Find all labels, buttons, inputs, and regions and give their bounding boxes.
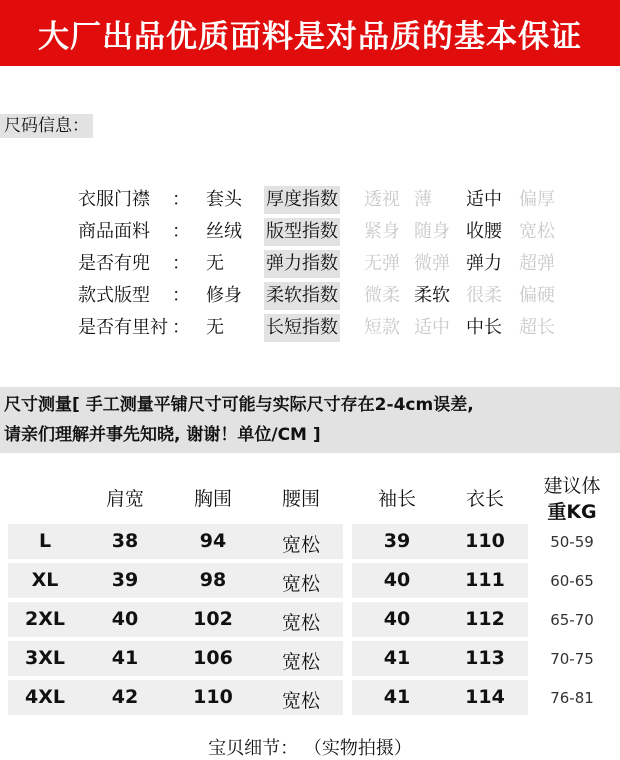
attribute-row [0, 314, 620, 342]
attribute-option: 薄 [414, 189, 432, 210]
attribute-option: 紧身 [364, 221, 400, 242]
attribute-option: 透视 [364, 189, 400, 210]
table-cell-waist: 宽松 [281, 534, 320, 556]
attribute-option: 宽松 [519, 221, 555, 242]
attribute-option: 随身 [414, 221, 450, 242]
attribute-row [0, 218, 620, 246]
table-cell-length: 113 [465, 647, 505, 669]
attribute-label: 是否有里衬 [78, 317, 168, 338]
table-cell-chest: 106 [193, 647, 233, 669]
table-cell-length: 111 [465, 569, 505, 591]
column-header-weight-unit: 重KG [547, 501, 597, 523]
attribute-option: 短款 [364, 317, 400, 338]
measurement-note-line2: 请亲们理解并事先知晓, 谢谢！单位/CM ] [4, 425, 321, 445]
attribute-label: 是否有兜 [78, 253, 150, 274]
attribute-colon: ： [172, 317, 190, 338]
table-cell-shoulder: 40 [111, 608, 139, 630]
table-cell-chest: 98 [199, 569, 227, 591]
banner-title: 大厂出品优质面料是对品质的基本保证 [0, 0, 620, 66]
table-cell-chest: 94 [199, 530, 227, 552]
table-cell-length: 114 [465, 686, 505, 708]
attribute-colon: ： [172, 189, 190, 210]
attribute-row [0, 250, 620, 278]
column-header: 腰围 [281, 488, 320, 510]
attribute-option-selected: 收腰 [466, 221, 502, 242]
attribute-option: 超长 [519, 317, 555, 338]
table-cell-sleeve: 40 [383, 608, 411, 630]
attribute-option: 微弹 [414, 253, 450, 274]
attribute-option-selected: 中长 [466, 317, 502, 338]
table-cell-weight: 65-70 [550, 611, 594, 629]
attribute-option-selected: 柔软 [414, 285, 450, 306]
attribute-option: 偏硬 [519, 285, 555, 306]
table-cell-chest: 102 [193, 608, 233, 630]
table-cell-shoulder: 38 [111, 530, 139, 552]
column-header: 胸围 [193, 488, 232, 510]
attribute-metric: 版型指数 [264, 218, 340, 246]
measurement-note [0, 387, 620, 453]
attribute-label: 商品面料 [78, 221, 150, 242]
table-cell-sleeve: 41 [383, 686, 411, 708]
column-header-weight: 建议体 [543, 475, 601, 497]
table-cell-waist: 宽松 [281, 612, 320, 634]
table-cell-waist: 宽松 [281, 651, 320, 673]
table-cell-shoulder: 42 [111, 686, 139, 708]
table-cell-waist: 宽松 [281, 690, 320, 712]
attribute-value: 丝绒 [206, 221, 242, 242]
attribute-value: 无 [206, 317, 224, 338]
table-cell-sleeve: 39 [383, 530, 411, 552]
attribute-option-selected: 适中 [466, 189, 502, 210]
attribute-value: 套头 [206, 189, 242, 210]
attribute-option: 微柔 [364, 285, 400, 306]
attribute-label: 款式版型 [78, 285, 150, 306]
table-cell-size: XL [31, 569, 59, 591]
table-cell-shoulder: 41 [111, 647, 139, 669]
attribute-option: 偏厚 [519, 189, 555, 210]
table-cell-length: 112 [465, 608, 505, 630]
attribute-metric: 弹力指数 [264, 250, 340, 278]
attribute-metric: 长短指数 [264, 314, 340, 342]
footer-caption: 宝贝细节： （实物拍摄） [208, 738, 412, 759]
attribute-option-selected: 弹力 [466, 253, 502, 274]
table-cell-shoulder: 39 [111, 569, 139, 591]
table-cell-weight: 76-81 [550, 689, 594, 707]
table-cell-weight: 60-65 [550, 572, 594, 590]
attribute-option: 无弹 [364, 253, 400, 274]
attribute-option: 超弹 [519, 253, 555, 274]
table-cell-sleeve: 41 [383, 647, 411, 669]
attribute-colon: ： [172, 221, 190, 242]
table-cell-waist: 宽松 [281, 573, 320, 595]
attribute-row [0, 186, 620, 214]
measurement-note-line1: 尺寸测量[ 手工测量平铺尺寸可能与实际尺寸存在2-4cm误差, [4, 395, 474, 415]
attribute-row [0, 282, 620, 310]
attribute-metric: 柔软指数 [264, 282, 340, 310]
attribute-value: 修身 [206, 285, 242, 306]
attribute-colon: ： [172, 253, 190, 274]
table-cell-size: 2XL [25, 608, 65, 630]
table-cell-size: L [38, 530, 52, 552]
table-cell-sleeve: 40 [383, 569, 411, 591]
table-cell-weight: 70-75 [550, 650, 594, 668]
column-header: 袖长 [377, 488, 416, 510]
attribute-option: 很柔 [466, 285, 502, 306]
table-cell-weight: 50-59 [550, 533, 594, 551]
attribute-metric: 厚度指数 [264, 186, 340, 214]
table-cell-length: 110 [465, 530, 505, 552]
table-cell-size: 4XL [25, 686, 65, 708]
attribute-colon: ： [172, 285, 190, 306]
attribute-value: 无 [206, 253, 224, 274]
column-header: 衣长 [465, 488, 504, 510]
column-header: 肩宽 [105, 488, 144, 510]
attribute-label: 衣服门襟 [78, 189, 150, 210]
table-cell-size: 3XL [25, 647, 65, 669]
table-cell-chest: 110 [193, 686, 233, 708]
attribute-option: 适中 [414, 317, 450, 338]
size-info-title: 尺码信息： [0, 114, 93, 138]
